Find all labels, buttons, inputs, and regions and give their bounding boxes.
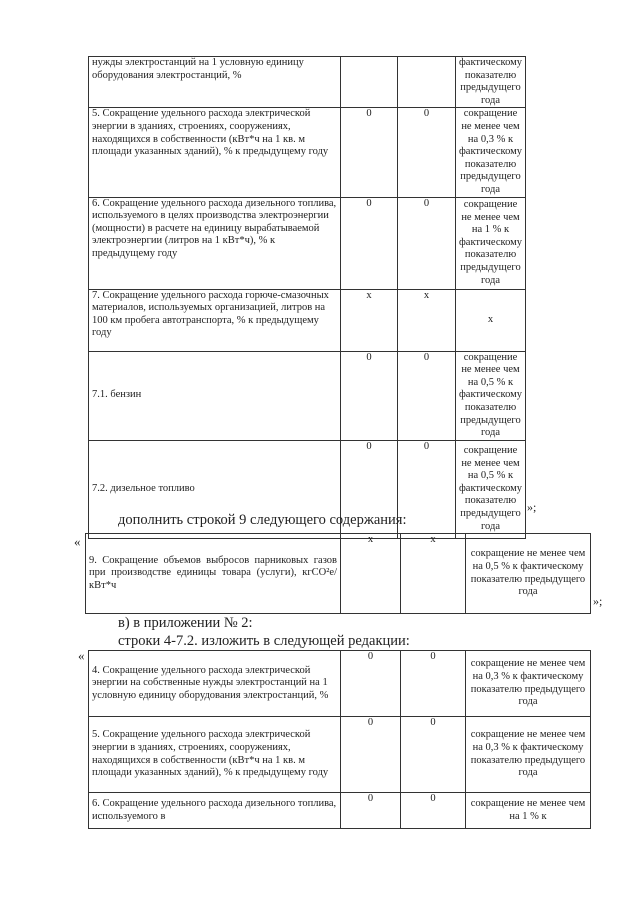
table-row <box>86 534 591 614</box>
table-end-mark: »; <box>527 500 537 514</box>
value-cell-1: 0 <box>341 651 401 717</box>
indicator-name-cell: 4. Сокращение удельного расхода электрической энергии на собственные нужды электростанций на 1 условную единицу оборудования электростанций, % <box>89 651 341 717</box>
value-cell-1: 0 <box>341 717 401 793</box>
target-value-cell: сокращение не менее чем на 0,3 % к фактическому показателю предыдущего года <box>456 108 526 197</box>
target-value-cell: x <box>456 289 526 351</box>
table-end-mark: »; <box>593 594 603 608</box>
table-row <box>89 108 526 197</box>
target-value-cell: сокращение не менее чем на 0,3 % к фактическому показателю предыдущего года <box>466 717 591 793</box>
target-value-cell: фактическому показателю предыдущего года <box>456 57 526 108</box>
open-quote: « <box>74 534 81 549</box>
instruction-add-row-9: дополнить строкой 9 следующего содержания: <box>118 512 407 528</box>
indicator-name-cell: 7. Сокращение удельного расхода горюче-смазочных материалов, используемых организацией, литров на 100 км пробега автотранспорта, % к предыдущему году <box>89 289 341 351</box>
table-row <box>89 57 526 108</box>
table-row <box>89 351 526 440</box>
value-cell-2: x <box>398 289 456 351</box>
target-value-cell: сокращение не менее чем на 1 % к <box>466 793 591 829</box>
value-cell-2: 0 <box>401 793 466 829</box>
indicator-name-cell: 5. Сокращение удельного расхода электрической энергии в зданиях, строениях, сооружениях, находящихся в собственности (кВт*ч на 1 кв. м площади указанных зданий), % к предыдущему году <box>89 717 341 793</box>
table-indicators-appendix-2 <box>88 650 591 829</box>
value-cell-1: 0 <box>341 351 398 440</box>
instruction-appendix-2: в) в приложении № 2: <box>118 615 253 631</box>
target-value-cell: сокращение не менее чем на 0,5 % к фактическому показателю предыдущего года <box>466 534 591 614</box>
table-row <box>89 717 591 793</box>
indicator-name-cell: 7.1. бензин <box>89 351 341 440</box>
instruction-rows-4-7-2: строки 4-7.2. изложить в следующей редакции: <box>118 633 410 649</box>
value-cell-1: 0 <box>341 108 398 197</box>
target-value-cell: сокращение не менее чем на 0,5 % к фактическому показателю предыдущего года <box>456 351 526 440</box>
value-cell-2: 0 <box>398 197 456 289</box>
value-cell-1: x <box>341 289 398 351</box>
value-cell-2: 0 <box>398 351 456 440</box>
indicator-name-cell: 6. Сокращение удельного расхода дизельного топлива, используемого в <box>89 793 341 829</box>
indicator-name-cell: 5. Сокращение удельного расхода электрической энергии в зданиях, строениях, сооружениях, находящихся в собственности (кВт*ч на 1 кв. м площади указанных зданий), % к предыдущему году <box>89 108 341 197</box>
indicator-name-cell: 6. Сокращение удельного расхода дизельного топлива, используемого в целях производства электроэнергии (мощности) в расчете на единицу вырабатываемой электроэнергии (литров на 1 кВт*ч), % к предыдущему году <box>89 197 341 289</box>
value-cell-2: 0 <box>398 440 456 538</box>
table-indicators-appendix-1 <box>88 56 526 539</box>
value-cell-2: 0 <box>401 717 466 793</box>
value-cell-2: x <box>401 534 466 614</box>
target-value-cell: сокращение не менее чем на 0,5 % к фактическому показателю предыдущего года <box>456 440 526 538</box>
table-row-9 <box>85 533 591 614</box>
value-cell-1: x <box>341 534 401 614</box>
table-row <box>89 289 526 351</box>
value-cell-2 <box>398 57 456 108</box>
indicator-name-cell: 7.2. дизельное топливо <box>89 440 341 538</box>
table-row <box>89 197 526 289</box>
target-value-cell: сокращение не менее чем на 0,3 % к фактическому показателю предыдущего года <box>466 651 591 717</box>
table-row <box>89 793 591 829</box>
value-cell-1: 0 <box>341 197 398 289</box>
value-cell-1 <box>341 57 398 108</box>
value-cell-2: 0 <box>401 651 466 717</box>
open-quote: « <box>78 648 85 663</box>
indicator-name-cell: нужды электростанций на 1 условную единицу оборудования электростанций, % <box>89 57 341 108</box>
target-value-cell: сокращение не менее чем на 1 % к фактическому показателю предыдущего года <box>456 197 526 289</box>
table-row <box>89 651 591 717</box>
value-cell-1: 0 <box>341 440 398 538</box>
value-cell-2: 0 <box>398 108 456 197</box>
value-cell-1: 0 <box>341 793 401 829</box>
indicator-name-cell: 9. Сокращение объемов выбросов парниковых газов при производстве единицы товара (услуги), кгCO²e/кВт*ч <box>86 534 341 614</box>
